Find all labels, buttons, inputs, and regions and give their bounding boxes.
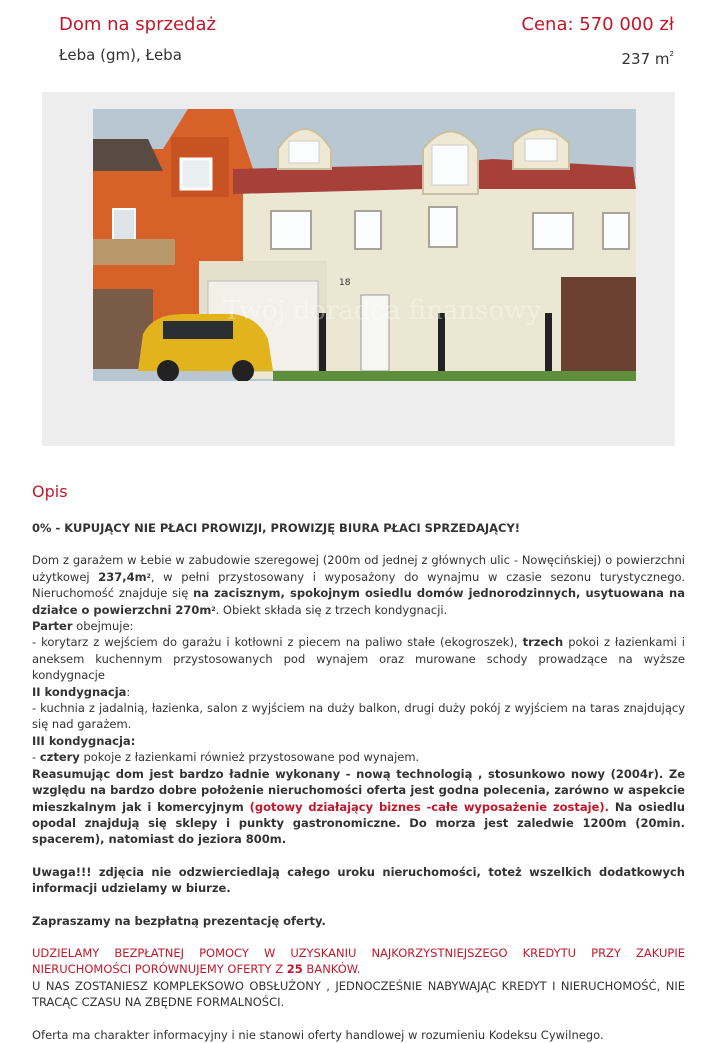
text-span: obejmuje: xyxy=(72,619,134,634)
house-number: 18 xyxy=(339,278,351,288)
text-span: UDZIELAMY BEZPŁATNEJ POMOCY W UZYSKANIU NAJKORZYSTNIEJSZEGO KREDYTU PRZY ZAKUPIE NIERUCHOMOŚCI PORÓWNUJEMY OFERTY Z xyxy=(32,945,685,977)
text-span: cztery xyxy=(39,750,80,765)
credit-offer xyxy=(32,945,685,978)
k3-heading: III kondygnacja: xyxy=(32,733,136,748)
headline: 0% - KUPUJĄCY NIE PŁACI PROWIZJI, PROWIZJĘ BIURA PŁACI SPRZEDAJĄCY! xyxy=(32,521,521,535)
text-span: pokoi z łazienkami i aneksem kuchennym przystosowanych pod wynajem oraz murowane schody prowadzące na wyższe kondygnacje xyxy=(32,635,686,683)
k2-heading xyxy=(32,684,685,700)
k2-label: II kondygnacja xyxy=(32,684,127,699)
listing-location: Łeba (gm), Łeba xyxy=(59,46,182,64)
description-body xyxy=(32,520,685,1043)
k2-details: - kuchnia z jadalnią, łazienka, salon z wyjściem na duży balkon, drugi duży pokój z wyjściem na taras znajdujący się nad garażem. xyxy=(32,701,685,732)
disclaimer: Oferta ma charakter informacyjny i nie stanowi oferty handlowej w rozumieniu Kodeksu Cywilnego. xyxy=(32,1027,604,1042)
photo-watermark: Twój doradca finansowy xyxy=(223,296,542,326)
text-span: Na osiedlu opodal znajdują się sklepy i punkty gastronomiczne. Do morza jest zaledwie 1200m (20min. spacerem), natomiast do jeziora 800m. xyxy=(32,799,685,847)
description-paragraph xyxy=(32,552,685,618)
listing-price: Cena: 570 000 zł xyxy=(521,14,674,35)
usable-area: 237,4m xyxy=(98,569,147,584)
area-value: 237 m xyxy=(621,50,670,68)
parter-label: Parter xyxy=(32,619,73,634)
text-span: : xyxy=(126,684,131,699)
text-span: Reasumując dom jest bardzo ładnie wykonany - nową technologią , stosunkowo nowy (2004r). Ze względu na bardzo dobre położenie nieruchomości oferta jest godna polecenia, zarówno w aspekcie mieszkalnym jak i komercyjnym xyxy=(32,766,685,814)
text-span: BANKÓW. xyxy=(302,962,361,977)
summary-paragraph xyxy=(32,766,685,848)
house-photo[interactable] xyxy=(93,109,636,381)
k3-details xyxy=(32,749,685,765)
house-photo-illustration xyxy=(93,109,636,381)
parter-heading xyxy=(32,618,685,634)
text-span: - korytarz z wejściem do garażu i kotłowni z piecem na paliwo stałe (ekogroszek), xyxy=(32,635,523,650)
section-title-opis: Opis xyxy=(32,482,68,501)
sup: 2 xyxy=(146,572,151,580)
business-highlight: (gotowy działający biznes -całe wyposażenie zostaje). xyxy=(249,799,610,814)
area-unit-sup: 2 xyxy=(669,50,674,58)
bank-count: 25 xyxy=(286,962,303,977)
text-span: Dom z garażem w Łebie w zabudowie szeregowej (200m od jednej z głównych ulic - Nowęcińskiej) o powierzchni użytkowej xyxy=(32,553,685,584)
text-span: trzech xyxy=(522,635,564,650)
text-span: , w pełni przystosowany i wyposażony do wynajmu w czasie sezonu turystycznego. Nieruchomość znajduje się xyxy=(32,569,685,601)
plot-description: na zacisznym, spokojnym osiedlu domów jednorodzinnych, usytuowana na działce o powierzchni 270m xyxy=(32,586,685,617)
text-span: . Obiekt składa się z trzech kondygnacji. xyxy=(215,602,448,617)
text-span: pokoje z łazienkami również przystosowane pod wynajem. xyxy=(79,750,420,765)
text-span: - xyxy=(32,750,40,765)
listing-area xyxy=(622,50,674,68)
photo-frame xyxy=(42,92,675,446)
listing-title: Dom na sprzedaż xyxy=(59,14,216,35)
invitation: Zapraszamy na bezpłatną prezentację oferty. xyxy=(32,913,326,928)
photos-notice: Uwaga!!! zdjęcia nie odzwierciedlają całego uroku nieruchomości, toteż wszelkich dodatkowych informacji udzielamy w biurze. xyxy=(32,864,685,896)
sup: 2 xyxy=(211,605,216,613)
parter-details xyxy=(32,634,685,683)
service-info: U NAS ZOSTANIESZ KOMPLEKSOWO OBSŁUŻONY , JEDNOCZEŚNIE NABYWAJĄC KREDYT I NIERUCHOMOŚĆ, NIE TRACĄC CZASU NA ZBĘDNE FORMALNOŚCI. xyxy=(32,978,685,1010)
